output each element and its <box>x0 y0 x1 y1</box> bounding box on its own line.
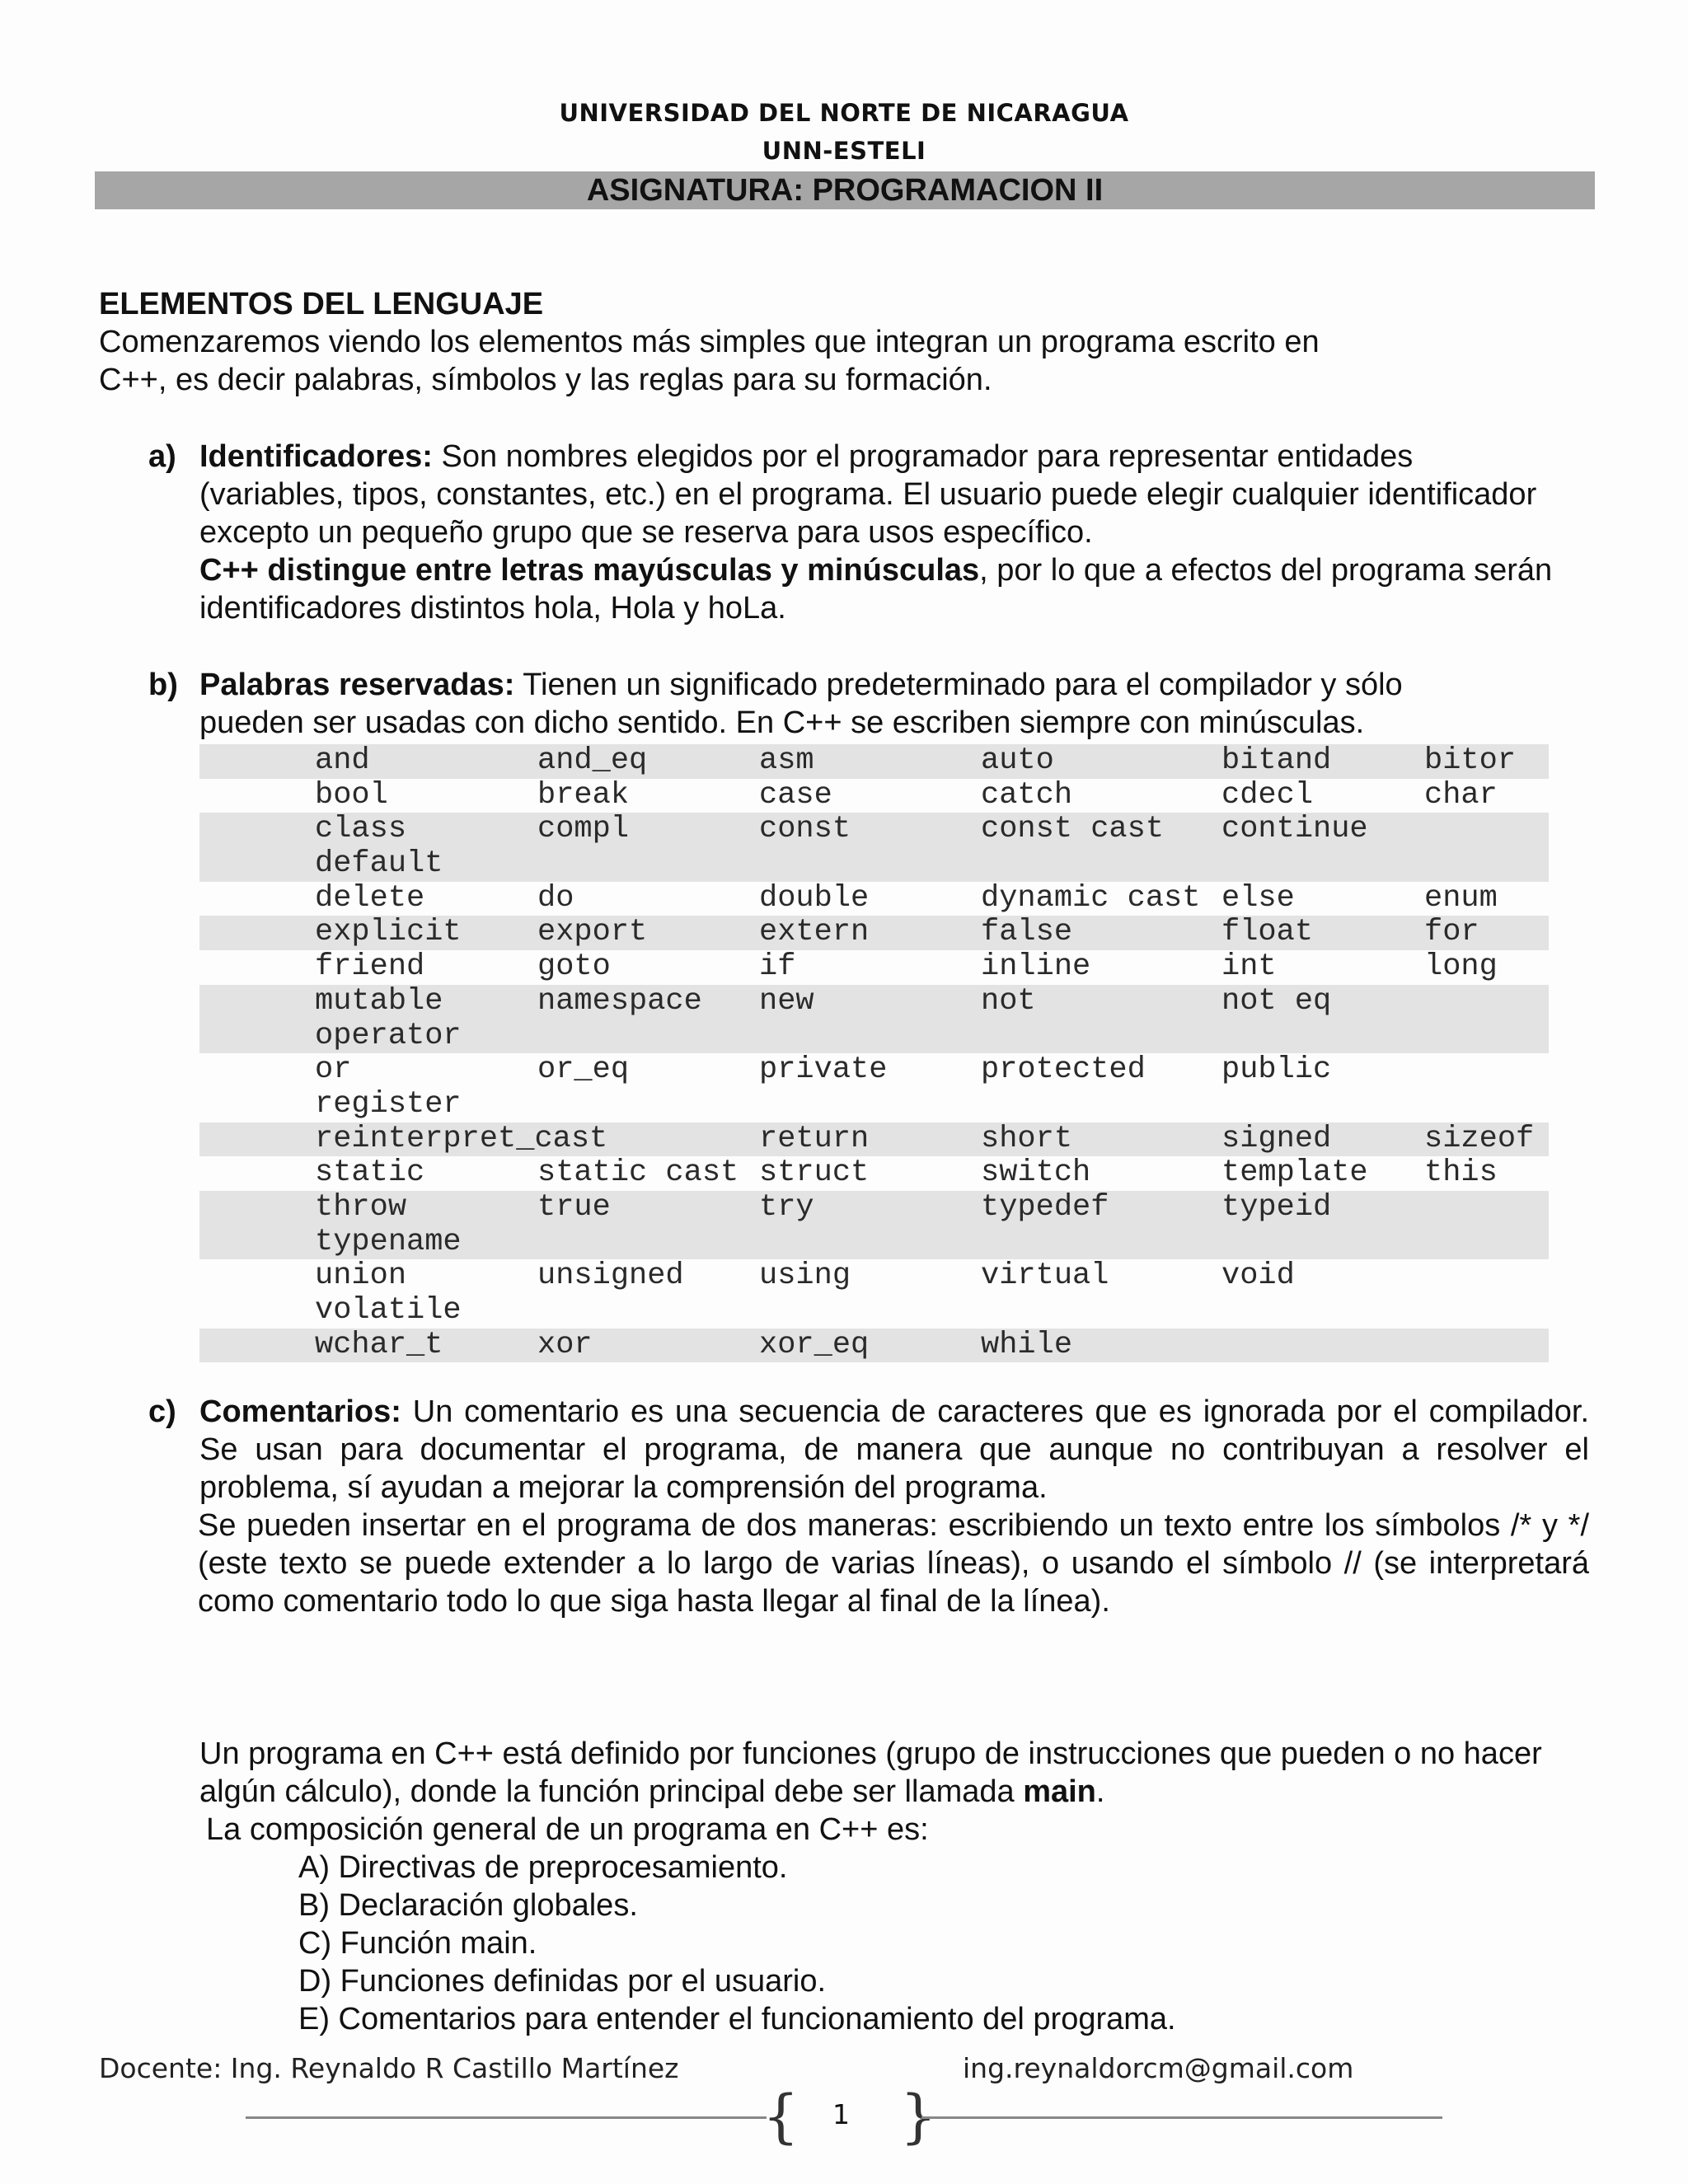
keyword-cell: bool <box>315 777 388 813</box>
keyword-cell: delete <box>315 880 425 916</box>
keyword-line <box>199 1053 1549 1088</box>
keyword-cell: export <box>537 915 648 950</box>
keyword-cell: return <box>759 1121 870 1156</box>
keyword-line <box>199 1019 1549 1054</box>
keyword-cell: not eq <box>1221 983 1332 1019</box>
keyword-cell: typedef <box>981 1189 1109 1225</box>
keyword-cell: throw <box>315 1189 407 1225</box>
keyword-cell: while <box>981 1327 1073 1362</box>
keyword-cell: extern <box>759 915 870 950</box>
keyword-row <box>199 985 1549 1053</box>
comments-syntax-paragraph: Se pueden insertar en el programa de dos maneras: escribiendo un texto entre los símbolos /* y */ (este texto se puede extender a lo largo de varias líneas), o usando el símbolo // (se interpretará como comentario todo lo que siga hasta llegar al final de la línea). <box>198 1508 1589 1619</box>
keyword-cell: using <box>759 1258 851 1294</box>
program-definition <box>199 1735 1551 1811</box>
keyword-cell: xor <box>537 1327 593 1362</box>
keyword-cell: mutable <box>315 983 443 1019</box>
keyword-cell: const <box>759 812 851 847</box>
keyword-cell: volatile <box>315 1293 462 1328</box>
keyword-cell: and <box>315 743 370 778</box>
keyword-cell: explicit <box>315 915 462 950</box>
keyword-cell: true <box>537 1189 611 1225</box>
item-c-marker: c) <box>148 1394 176 1429</box>
keyword-cell: default <box>315 846 443 882</box>
footer-right-brace: } <box>900 2083 937 2150</box>
keyword-line <box>199 779 1549 813</box>
keyword-cell: or <box>315 1052 352 1088</box>
keyword-cell: break <box>537 777 630 813</box>
keyword-cell: goto <box>537 949 611 985</box>
keyword-row <box>199 950 1549 985</box>
comments-term: Comentarios: <box>199 1394 401 1429</box>
keyword-cell: virtual <box>981 1258 1109 1294</box>
teacher-email: ing.reynaldorcm@gmail.com <box>963 2052 1354 2084</box>
keyword-line <box>199 1191 1549 1226</box>
keyword-cell: private <box>759 1052 888 1088</box>
keyword-cell: auto <box>981 743 1054 778</box>
item-a-identifiers <box>199 438 1564 627</box>
keyword-cell: typename <box>315 1224 462 1259</box>
keyword-line <box>199 813 1549 847</box>
footer-left-brace: { <box>762 2083 799 2150</box>
keyword-cell: double <box>759 880 870 916</box>
intro-line-1: Comenzaremos viendo los elementos más simples que integran un programa escrito en <box>99 325 1320 359</box>
keyword-cell: do <box>537 880 574 916</box>
keyword-cell: dynamic cast <box>981 880 1201 916</box>
keyword-cell: void <box>1221 1258 1295 1294</box>
keyword-cell: switch <box>981 1155 1091 1191</box>
keyword-line <box>199 916 1549 950</box>
keyword-cell: public <box>1221 1052 1332 1088</box>
keyword-row <box>199 779 1549 813</box>
keyword-cell: xor_eq <box>759 1327 870 1362</box>
keyword-cell: this <box>1424 1155 1498 1191</box>
keyword-cell: continue <box>1221 812 1368 847</box>
keyword-cell: and_eq <box>537 743 648 778</box>
keyword-cell: inline <box>981 949 1091 985</box>
keyword-line <box>199 985 1549 1019</box>
keyword-row <box>199 1191 1549 1259</box>
identifiers-text: Son nombres elegidos por el programador para representar entidades (variables, tipos, constantes, etc.) en el programa. El usuario puede elegir cualquier identificador excepto un pequeño grupo que se reserva para usos específico. <box>199 439 1537 550</box>
keyword-cell: operator <box>315 1018 462 1053</box>
keyword-line <box>199 1226 1549 1260</box>
program-period: . <box>1095 1774 1105 1809</box>
keyword-cell: typeid <box>1221 1189 1332 1225</box>
keyword-line <box>199 882 1549 916</box>
keyword-cell: signed <box>1221 1121 1332 1156</box>
subject-banner: ASIGNATURA: PROGRAMACION II <box>95 171 1595 209</box>
footer-rule-left <box>246 2116 767 2119</box>
keyword-cell: reinterpret_cast <box>315 1121 608 1156</box>
keyword-row <box>199 813 1549 881</box>
keyword-cell: struct <box>759 1155 870 1191</box>
keyword-cell: not <box>981 983 1036 1019</box>
keyword-cell: int <box>1221 949 1277 985</box>
item-b-reserved-words <box>199 666 1469 742</box>
section-title: ELEMENTOS DEL LENGUAJE <box>99 287 544 321</box>
keyword-cell: static <box>315 1155 425 1191</box>
keyword-row <box>199 1122 1549 1157</box>
main-keyword: main <box>1023 1774 1096 1809</box>
keyword-cell: protected <box>981 1052 1146 1088</box>
keyword-cell: namespace <box>537 983 702 1019</box>
list-item: E) Comentarios para entender el funcionamiento del programa. <box>298 2002 1176 2036</box>
keyword-cell: template <box>1221 1155 1368 1191</box>
university-name: UNIVERSIDAD DEL NORTE DE NICARAGUA <box>559 99 1129 127</box>
keyword-cell: friend <box>315 949 425 985</box>
keyword-cell: or_eq <box>537 1052 630 1088</box>
keyword-row <box>199 882 1549 916</box>
intro-line-2: C++, es decir palabras, símbolos y las reglas para su formación. <box>99 363 992 397</box>
composition-heading: La composición general de un programa en C++ es: <box>206 1812 929 1847</box>
reserved-words-text: Tienen un significado predeterminado para el compilador y sólo pueden ser usadas con dicho sentido. En C++ se escriben siempre con minúsculas. <box>199 668 1403 740</box>
item-a-marker: a) <box>148 439 176 474</box>
keyword-cell: for <box>1424 915 1479 950</box>
keyword-cell: unsigned <box>537 1258 684 1294</box>
list-item: B) Declaración globales. <box>298 1888 638 1923</box>
reserved-words-term: Palabras reservadas: <box>199 668 515 702</box>
keyword-cell: wchar_t <box>315 1327 443 1362</box>
identifiers-term: Identificadores: <box>199 439 433 474</box>
keyword-line <box>199 1329 1549 1363</box>
keyword-cell: class <box>315 812 407 847</box>
list-item: A) Directivas de preprocesamiento. <box>298 1850 788 1885</box>
keyword-row <box>199 916 1549 950</box>
keyword-line <box>199 950 1549 985</box>
campus-name: UNN-ESTELI <box>762 137 926 165</box>
comments-text: Un comentario es una secuencia de caracteres que es ignorada por el compilador. Se usan para documentar el programa, de manera que aunque no contribuyan a resolver el problema, sí ayudan a mejorar la comprensión del programa. <box>199 1394 1589 1505</box>
keyword-cell: const cast <box>981 812 1165 847</box>
keyword-line <box>199 744 1549 779</box>
keyword-cell: sizeof <box>1424 1121 1535 1156</box>
list-item: C) Función main. <box>298 1926 537 1961</box>
keyword-cell: catch <box>981 777 1073 813</box>
keyword-cell: asm <box>759 743 814 778</box>
keyword-row <box>199 1156 1549 1191</box>
keyword-cell: try <box>759 1189 814 1225</box>
keyword-cell: if <box>759 949 796 985</box>
keyword-line <box>199 1122 1549 1157</box>
keyword-cell: long <box>1424 949 1498 985</box>
keyword-row <box>199 1259 1549 1328</box>
keyword-cell: short <box>981 1121 1073 1156</box>
keyword-line <box>199 1259 1549 1294</box>
keyword-cell: case <box>759 777 832 813</box>
program-parts-list <box>298 1849 1176 2038</box>
item-b-marker: b) <box>148 668 178 702</box>
keyword-row <box>199 744 1549 779</box>
reserved-keywords-table <box>199 744 1549 1362</box>
keyword-cell: false <box>981 915 1073 950</box>
footer-rule-right <box>921 2116 1442 2119</box>
keyword-cell: bitor <box>1424 743 1517 778</box>
keyword-line <box>199 1088 1549 1122</box>
keyword-cell: bitand <box>1221 743 1332 778</box>
case-sensitive-note: C++ distingue entre letras mayúsculas y minúsculas <box>199 553 980 588</box>
keyword-cell: new <box>759 983 814 1019</box>
keyword-cell: float <box>1221 915 1314 950</box>
keyword-row <box>199 1053 1549 1122</box>
keyword-row <box>199 1329 1549 1363</box>
page-number: 1 <box>832 2098 850 2130</box>
keyword-line <box>199 847 1549 882</box>
keyword-line <box>199 1156 1549 1191</box>
program-text: Un programa en C++ está definido por funciones (grupo de instrucciones que pueden o no hacer algún cálculo), donde la función principal debe ser llamada <box>199 1736 1542 1809</box>
keyword-cell: register <box>315 1086 462 1122</box>
teacher-name: Docente: Ing. Reynaldo R Castillo Martínez <box>99 2052 679 2084</box>
case-sensitive-rest: , por lo que a efectos del programa serán identificadores distintos hola, Hola y hoLa. <box>199 553 1553 626</box>
keyword-cell: enum <box>1424 880 1498 916</box>
keyword-cell: cdecl <box>1221 777 1314 813</box>
keyword-cell: union <box>315 1258 407 1294</box>
keyword-line <box>199 1294 1549 1329</box>
list-item: D) Funciones definidas por el usuario. <box>298 1964 827 1999</box>
keyword-cell: compl <box>537 812 630 847</box>
keyword-cell: char <box>1424 777 1498 813</box>
keyword-cell: else <box>1221 880 1295 916</box>
keyword-cell: static cast <box>537 1155 739 1191</box>
item-c-comments <box>199 1393 1589 1507</box>
